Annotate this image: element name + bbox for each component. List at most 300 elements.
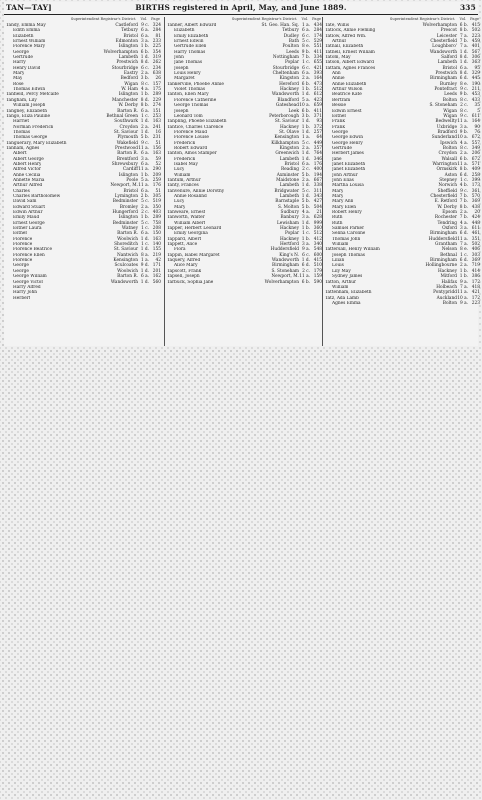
entry-volume: 2 a. bbox=[459, 151, 468, 157]
entry-district: Hackney bbox=[279, 87, 299, 93]
register-entry bbox=[325, 301, 481, 306]
entry-name: Charles Bartholomew bbox=[13, 194, 61, 199]
entry-page: 411 bbox=[313, 108, 322, 114]
entry-name: Violet Thomas bbox=[174, 87, 206, 93]
entry-name: Esther Laura bbox=[13, 226, 42, 232]
entry-volume: 6 b. bbox=[301, 279, 310, 285]
entry-district: Woolwich bbox=[117, 236, 138, 242]
entry-name: Flora bbox=[174, 247, 186, 253]
entry-page: 415 bbox=[313, 258, 322, 264]
entry-page: 211 bbox=[471, 87, 480, 93]
entry-district: Wandsworth bbox=[271, 92, 299, 98]
entry-name: Herbert bbox=[13, 295, 31, 301]
entry-volume: 5 a. bbox=[140, 177, 149, 183]
entry-page: 560 bbox=[152, 279, 161, 285]
entry-volume: 7 b. bbox=[459, 215, 468, 221]
entry-name: Edwin Arthur bbox=[13, 210, 43, 216]
entry-volume: 10 a. bbox=[457, 135, 468, 141]
entry-name: Tate, Willis bbox=[325, 23, 350, 28]
entry-page: 343 bbox=[313, 194, 322, 199]
entry-page: 201 bbox=[152, 268, 161, 274]
heading-page: Page bbox=[470, 17, 479, 21]
entry-district: Barton R. bbox=[117, 108, 138, 114]
entry-volume: 7 b. bbox=[459, 194, 468, 199]
entry-name: Alfred Victor bbox=[13, 167, 41, 173]
entry-page: 155 bbox=[152, 247, 161, 253]
entry-volume: 1 b. bbox=[459, 274, 468, 280]
entry-page: 259 bbox=[152, 177, 161, 183]
entry-volume: 1 d. bbox=[140, 129, 149, 135]
entry-district: Sunderland bbox=[431, 135, 457, 141]
entry-district: Peterborough bbox=[269, 113, 299, 119]
entry-name: Rose bbox=[13, 81, 24, 87]
entry-volume: 7 a. bbox=[459, 242, 468, 248]
entry-page: 638 bbox=[152, 71, 161, 77]
entry-district: Manchester bbox=[112, 97, 138, 103]
heading-page: Page bbox=[151, 17, 160, 21]
entry-district: Bolton bbox=[442, 97, 457, 103]
entry-page: 51 bbox=[155, 188, 161, 194]
entry-name: Albert George bbox=[13, 156, 44, 162]
entry-page: 290 bbox=[152, 167, 161, 173]
entry-district: E. Retford bbox=[434, 199, 457, 205]
entry-page: 81 bbox=[155, 33, 161, 39]
entry-district: St. Saviour bbox=[113, 247, 138, 253]
entry-volume: 2 a. bbox=[140, 204, 149, 210]
entry-name: Robert Edward bbox=[174, 145, 208, 151]
entry-district: Hereford bbox=[279, 81, 299, 87]
entry-volume: 8 b. bbox=[459, 28, 468, 34]
page-header bbox=[4, 2, 478, 15]
entry-district: Bridgwater bbox=[274, 188, 299, 194]
entry-page: 350 bbox=[152, 204, 161, 210]
entry-name: Tatson, Albert Edward bbox=[325, 60, 374, 66]
entry-volume: 6 c. bbox=[141, 65, 149, 71]
entry-name: Thomas John bbox=[332, 236, 361, 242]
entry-name: Tantice, Charles Clarence bbox=[167, 124, 224, 130]
entry-page: 20 bbox=[474, 210, 480, 216]
entry-volume: 1 d. bbox=[301, 119, 310, 125]
entry-volume: 9 b. bbox=[459, 92, 468, 98]
entry-volume: 1 a. bbox=[301, 135, 310, 141]
entry-page: 172 bbox=[471, 279, 480, 285]
entry-name: Tapper, Herbert Leonard bbox=[167, 226, 222, 232]
entry-name: Tankerville, Phoebe Annie bbox=[167, 81, 224, 87]
entry-name: Florence Beatrice bbox=[13, 247, 52, 253]
entry-page: 369 bbox=[471, 199, 480, 205]
entry-page: 64 bbox=[316, 135, 322, 141]
entry-district: Stepney bbox=[439, 177, 457, 183]
entry-name: Mary bbox=[13, 71, 25, 77]
entry-volume: 2 a. bbox=[459, 210, 468, 216]
entry-name: Lily May bbox=[332, 268, 351, 274]
entry-volume: 2 a. bbox=[140, 124, 149, 130]
entry-name: Louis Henry bbox=[174, 71, 201, 77]
entry-page: 612 bbox=[313, 92, 322, 98]
entry-district: Wandsworth bbox=[429, 49, 457, 55]
entry-district: Lambeth bbox=[437, 60, 457, 66]
entry-name: Tanweare, Ernest bbox=[167, 210, 206, 216]
entry-volume: 8 b. bbox=[140, 103, 149, 109]
entry-volume: 6 c. bbox=[302, 33, 310, 39]
entry-page: 502 bbox=[471, 28, 480, 34]
entry-page: 35 bbox=[474, 103, 480, 109]
entry-district: Salford bbox=[441, 55, 457, 61]
entry-page: 557 bbox=[471, 140, 480, 146]
entry-name: Harry John bbox=[13, 290, 38, 296]
entry-name: Joseph bbox=[174, 65, 189, 71]
entry-volume: 8 e. bbox=[459, 247, 468, 253]
entry-volume: 8 d. bbox=[459, 71, 468, 77]
heading-district: Superintendent Registrar's District. bbox=[231, 17, 298, 21]
entry-volume: 8 c. bbox=[460, 145, 468, 151]
entry-name: Annie Elizabeth bbox=[332, 81, 367, 87]
entry-name: Annie Rosalind bbox=[174, 194, 207, 199]
entry-volume: 6 a. bbox=[140, 108, 149, 114]
entry-district: Leicester bbox=[436, 33, 457, 39]
entry-volume: 2 a. bbox=[301, 76, 310, 82]
entry-page: 361 bbox=[471, 188, 480, 194]
entry-page: 445 bbox=[471, 76, 480, 82]
entry-volume: 6 a. bbox=[459, 65, 468, 71]
entry-district: Kingston bbox=[279, 145, 299, 151]
entry-volume: 1 a. bbox=[140, 258, 149, 264]
entry-district: Newport, M. bbox=[110, 183, 138, 189]
entry-page: 548 bbox=[313, 247, 322, 253]
entry-name: Harry Thomas bbox=[174, 49, 206, 55]
entry-volume: 3 b. bbox=[140, 76, 149, 82]
entry-volume: 4 b. bbox=[459, 183, 468, 189]
entry-volume: 6 b. bbox=[140, 49, 149, 55]
entry-district: Bath bbox=[288, 39, 299, 45]
entry-page: 571 bbox=[471, 161, 480, 167]
entry-name: George Edwin bbox=[332, 135, 363, 141]
entry-page: 393 bbox=[313, 71, 322, 77]
entry-name: Florence Ellen bbox=[13, 252, 45, 258]
entry-name: Tatom, May bbox=[325, 55, 351, 61]
entry-name: Tappard, Albert bbox=[167, 236, 202, 242]
entry-district: W. Ham bbox=[121, 87, 138, 93]
entry-name: Tapsell, Joseph bbox=[167, 274, 200, 280]
entry-page: 329 bbox=[471, 71, 480, 77]
entry-page: 667 bbox=[313, 177, 322, 183]
heading-district: Superintendent Registrar's District. bbox=[389, 17, 456, 21]
entry-name: Agnes Emma bbox=[332, 300, 361, 306]
entry-district: Edmonton bbox=[115, 39, 138, 45]
entry-volume: 6 d. bbox=[459, 76, 468, 82]
entry-volume: 9 a. bbox=[301, 247, 310, 253]
entry-volume: 3 a. bbox=[140, 39, 149, 45]
entry-volume: 1 c. bbox=[141, 226, 149, 232]
entry-district: Tetbury bbox=[282, 28, 299, 34]
entry-page: 208 bbox=[152, 226, 161, 232]
entry-name: Lucy bbox=[174, 199, 185, 205]
entry-name: Tanner, Albert Edward bbox=[167, 23, 217, 28]
entry-page: 176 bbox=[152, 183, 161, 189]
entry-name: Charles bbox=[13, 188, 30, 194]
entry-page: 262 bbox=[152, 60, 161, 66]
entry-name: Florence Louise bbox=[174, 135, 209, 141]
entry-district: Shoreditch bbox=[114, 242, 138, 248]
entry-district: Wolverhampton bbox=[422, 23, 457, 28]
entry-page: 274 bbox=[152, 103, 161, 109]
entry-page: 229 bbox=[152, 97, 161, 103]
entry-name: Frederick bbox=[174, 156, 196, 162]
entry-volume: 3 a. bbox=[301, 215, 310, 221]
entry-page: 90 bbox=[474, 124, 480, 130]
entry-name: Florence Maud bbox=[174, 129, 208, 135]
entry-page: 179 bbox=[313, 268, 322, 274]
entry-page: 303 bbox=[471, 252, 480, 258]
entry-page: 171 bbox=[152, 263, 161, 269]
entry-district: Sculcoates bbox=[114, 263, 138, 269]
entry-name: Joseph Thomas bbox=[332, 252, 366, 258]
entry-page: 659 bbox=[313, 103, 322, 109]
entry-name: Florence Mary bbox=[13, 44, 46, 50]
entry-page: 289 bbox=[152, 215, 161, 221]
entry-district: Barton R. bbox=[117, 151, 138, 157]
entry-volume: 1 c. bbox=[302, 231, 310, 237]
entry-volume: 1 c. bbox=[141, 113, 149, 119]
entry-name: David Sam bbox=[13, 199, 37, 205]
entry-page: 159 bbox=[313, 274, 322, 280]
entry-name: Edward Stuart bbox=[13, 204, 46, 210]
entry-page: 411 bbox=[313, 49, 322, 55]
entry-name: William bbox=[332, 242, 349, 248]
entry-name: Tandy, Emma May bbox=[6, 23, 46, 28]
entry-district: Lymington bbox=[114, 194, 138, 199]
entry-volume: 5 c. bbox=[302, 188, 310, 194]
entry-name: Tanty, Frances bbox=[167, 183, 199, 189]
entry-page: 163 bbox=[152, 151, 161, 157]
entry-district: Ipswich bbox=[440, 140, 457, 146]
entry-volume: 3 a. bbox=[459, 226, 468, 232]
entry-volume: 6 a. bbox=[140, 151, 149, 157]
entry-name: Edith Emma bbox=[13, 28, 40, 34]
entry-volume: 1 d. bbox=[140, 236, 149, 242]
entry-name: George Victor bbox=[13, 279, 44, 285]
entry-page: 401 bbox=[471, 44, 480, 50]
entry-district: Bristol bbox=[123, 188, 138, 194]
entry-page: 567 bbox=[471, 49, 480, 55]
entry-district: Tendring bbox=[437, 220, 457, 226]
entry-page: 305 bbox=[152, 194, 161, 199]
entry-volume: 7 a. bbox=[459, 33, 468, 39]
entry-district: Prestwood bbox=[114, 145, 138, 151]
entry-volume: 1 b. bbox=[301, 236, 310, 242]
entry-district: Cheltenham bbox=[272, 71, 299, 77]
entry-name: Florence Catherine bbox=[174, 97, 217, 103]
entry-district: Eastry bbox=[123, 71, 138, 77]
entry-name: Tanfield, Percy Metcalfe bbox=[6, 92, 59, 98]
entry-volume: 1 d. bbox=[140, 119, 149, 125]
entry-district: Poplar bbox=[284, 60, 299, 66]
entry-name: Florence bbox=[13, 236, 33, 242]
entry-district: King's N. bbox=[279, 252, 299, 258]
entry-page: 163 bbox=[152, 119, 161, 125]
entry-name: Bessie bbox=[332, 103, 347, 109]
entry-page: 151 bbox=[152, 108, 161, 114]
entry-volume: 11 a. bbox=[457, 236, 468, 242]
entry-volume: 6 d. bbox=[459, 172, 468, 178]
entry-name: Harry bbox=[13, 60, 26, 66]
register-column-2 bbox=[164, 17, 323, 346]
entry-volume: 1 b. bbox=[140, 215, 149, 221]
entry-name: Tanton, Ellen Mary bbox=[167, 92, 209, 98]
entry-page: 551 bbox=[313, 44, 322, 50]
entry-name: Mary Ellen bbox=[332, 204, 357, 210]
entry-page: 319 bbox=[152, 55, 161, 61]
entry-name: Tangney, Elizabeth bbox=[6, 108, 48, 114]
entry-volume: 6 a. bbox=[140, 161, 149, 167]
entry-volume: 9 a. bbox=[459, 279, 468, 285]
entry-district: Wigan bbox=[443, 108, 457, 114]
entry-page: 433 bbox=[471, 97, 480, 103]
entry-district: Southwark bbox=[114, 119, 138, 125]
entry-district: Poole bbox=[126, 177, 138, 183]
entry-name: Taquery, Alfred bbox=[167, 258, 201, 264]
entry-name: Tatlow, Alfred Wm. bbox=[325, 33, 367, 39]
entry-name: Isabel May bbox=[174, 161, 198, 167]
entry-district: Cardiff bbox=[122, 167, 138, 173]
entry-volume: 4 a. bbox=[301, 210, 310, 216]
entry-name: Ruth bbox=[332, 215, 343, 221]
entry-volume: 1 d. bbox=[301, 156, 310, 162]
entry-page: 258 bbox=[471, 172, 480, 178]
entry-name: Arthur Wilson bbox=[332, 87, 363, 93]
entry-district: Grantham bbox=[435, 242, 457, 248]
entry-name: Tanvenure, Annie Dorothy bbox=[167, 188, 225, 194]
entry-volume: 8 d. bbox=[140, 60, 149, 66]
entry-name: Florence bbox=[13, 242, 33, 248]
entry-page: 175 bbox=[152, 87, 161, 93]
entry-district: Warrington bbox=[432, 161, 457, 167]
entry-district: Burnley bbox=[439, 81, 457, 87]
entry-district: Barton R. bbox=[117, 274, 138, 280]
entry-page: 176 bbox=[313, 161, 322, 167]
entry-volume: 1 b. bbox=[140, 172, 149, 178]
entry-name: Mary bbox=[332, 188, 344, 194]
entry-page: 223 bbox=[471, 33, 480, 39]
entry-name: Selina Caroline bbox=[332, 231, 366, 237]
entry-district: Prestwich bbox=[116, 60, 138, 66]
entry-page: 421 bbox=[471, 290, 480, 296]
entry-volume: 2 c. bbox=[302, 167, 310, 173]
entry-name: Frederick bbox=[174, 140, 196, 146]
entry-name: Tanguerary, Mary Elizabeth bbox=[6, 140, 67, 146]
entry-name: Tatz, Ada Lamb bbox=[325, 295, 359, 301]
entry-volume: 5 a. bbox=[301, 97, 310, 103]
entry-page: 234 bbox=[152, 65, 161, 71]
entry-volume: 2 a. bbox=[301, 145, 310, 151]
entry-volume: 1 b. bbox=[459, 268, 468, 274]
entry-district: Bedminster bbox=[112, 199, 138, 205]
entry-page: 453 bbox=[471, 92, 480, 98]
entry-district: Barton R. bbox=[117, 231, 138, 237]
entry-page: 399 bbox=[471, 177, 480, 183]
entry-name: George bbox=[13, 268, 29, 274]
entry-name: Arthur Alfred bbox=[13, 183, 43, 189]
entry-page: 241 bbox=[152, 124, 161, 130]
entry-page: 427 bbox=[313, 199, 322, 205]
entry-name: Tanham, Agnes bbox=[6, 145, 40, 151]
entry-name: Beatrice Kate bbox=[332, 92, 362, 98]
entry-district: Banbury bbox=[280, 215, 299, 221]
entry-page: 424 bbox=[471, 215, 480, 221]
entry-name: Ruth bbox=[332, 220, 343, 226]
entry-page: 449 bbox=[313, 140, 322, 146]
entry-name: Tanton, Amos Stamper bbox=[167, 151, 217, 157]
entry-volume: 3 b. bbox=[301, 113, 310, 119]
entry-volume: 11 a. bbox=[299, 274, 310, 280]
entry-name: Tattenham, Elizabeth bbox=[325, 290, 372, 296]
entry-page: 334 bbox=[313, 55, 322, 61]
entry-volume: 6 a. bbox=[140, 33, 149, 39]
entry-volume: 1 a. bbox=[301, 23, 310, 28]
entry-name: Emily Maud bbox=[13, 215, 40, 221]
heading-page: Page bbox=[312, 17, 321, 21]
entry-name: Robert Henry bbox=[332, 210, 362, 216]
entry-district: W. Derby bbox=[437, 204, 457, 210]
entry-name: Annie bbox=[332, 76, 345, 82]
entry-volume: 8 e. bbox=[459, 81, 468, 87]
entry-page: 473 bbox=[313, 81, 322, 87]
entry-district: Brentford bbox=[116, 156, 138, 162]
entry-name: Tanpling, Phoebe Elizabeth bbox=[167, 119, 227, 125]
entry-name: Anne Cecilia bbox=[13, 172, 41, 178]
entry-page: 42 bbox=[155, 258, 161, 264]
entry-page: 371 bbox=[313, 113, 322, 119]
entry-district: St. Olave bbox=[279, 129, 299, 135]
entry-volume: 5 b. bbox=[301, 172, 310, 178]
entry-name: Gertrude bbox=[332, 145, 352, 151]
entry-volume: 7 b. bbox=[301, 55, 310, 61]
entry-name: Mary Ann bbox=[332, 199, 354, 205]
entry-volume: 6 c. bbox=[302, 252, 310, 258]
entry-district: Bolton bbox=[442, 300, 457, 306]
entry-page: 209 bbox=[152, 172, 161, 178]
entry-volume: 1 c. bbox=[460, 252, 468, 258]
entry-page: 150 bbox=[152, 231, 161, 237]
entry-district: Stourbridge bbox=[272, 65, 299, 71]
entry-page: 253 bbox=[152, 113, 161, 119]
entry-volume: 9 c. bbox=[460, 188, 468, 194]
entry-volume: 6 b. bbox=[459, 23, 468, 28]
entry-district: Leek bbox=[288, 108, 299, 114]
entry-district: S. Stoneham bbox=[429, 103, 457, 109]
entry-district: Leeds bbox=[444, 92, 457, 98]
entry-volume: 6 a. bbox=[301, 71, 310, 77]
entry-district: Huddersfield bbox=[270, 247, 299, 253]
entry-volume: 2 b. bbox=[140, 194, 149, 199]
entry-name: Norman Frederick bbox=[13, 124, 54, 130]
entry-name: Tattersall, Henry William bbox=[325, 247, 380, 253]
entry-volume: 1 d. bbox=[301, 258, 310, 264]
entry-name: Henry David bbox=[13, 65, 41, 71]
entry-volume: 1 d. bbox=[301, 220, 310, 226]
entry-volume: 7 b. bbox=[459, 199, 468, 205]
entry-name: Ernest William bbox=[13, 39, 46, 45]
entry-name: John Elias bbox=[332, 177, 354, 183]
entry-name: Arthur bbox=[332, 39, 347, 45]
entry-name: George Thomas bbox=[174, 103, 209, 109]
entry-page: 611 bbox=[471, 226, 480, 232]
entry-page: 59 bbox=[155, 156, 161, 162]
entry-district: Kingston bbox=[279, 76, 299, 82]
entry-volume: 11 a. bbox=[457, 290, 468, 296]
entry-name: Gertrude Ellen bbox=[174, 44, 207, 50]
entry-page: 672 bbox=[471, 135, 480, 141]
